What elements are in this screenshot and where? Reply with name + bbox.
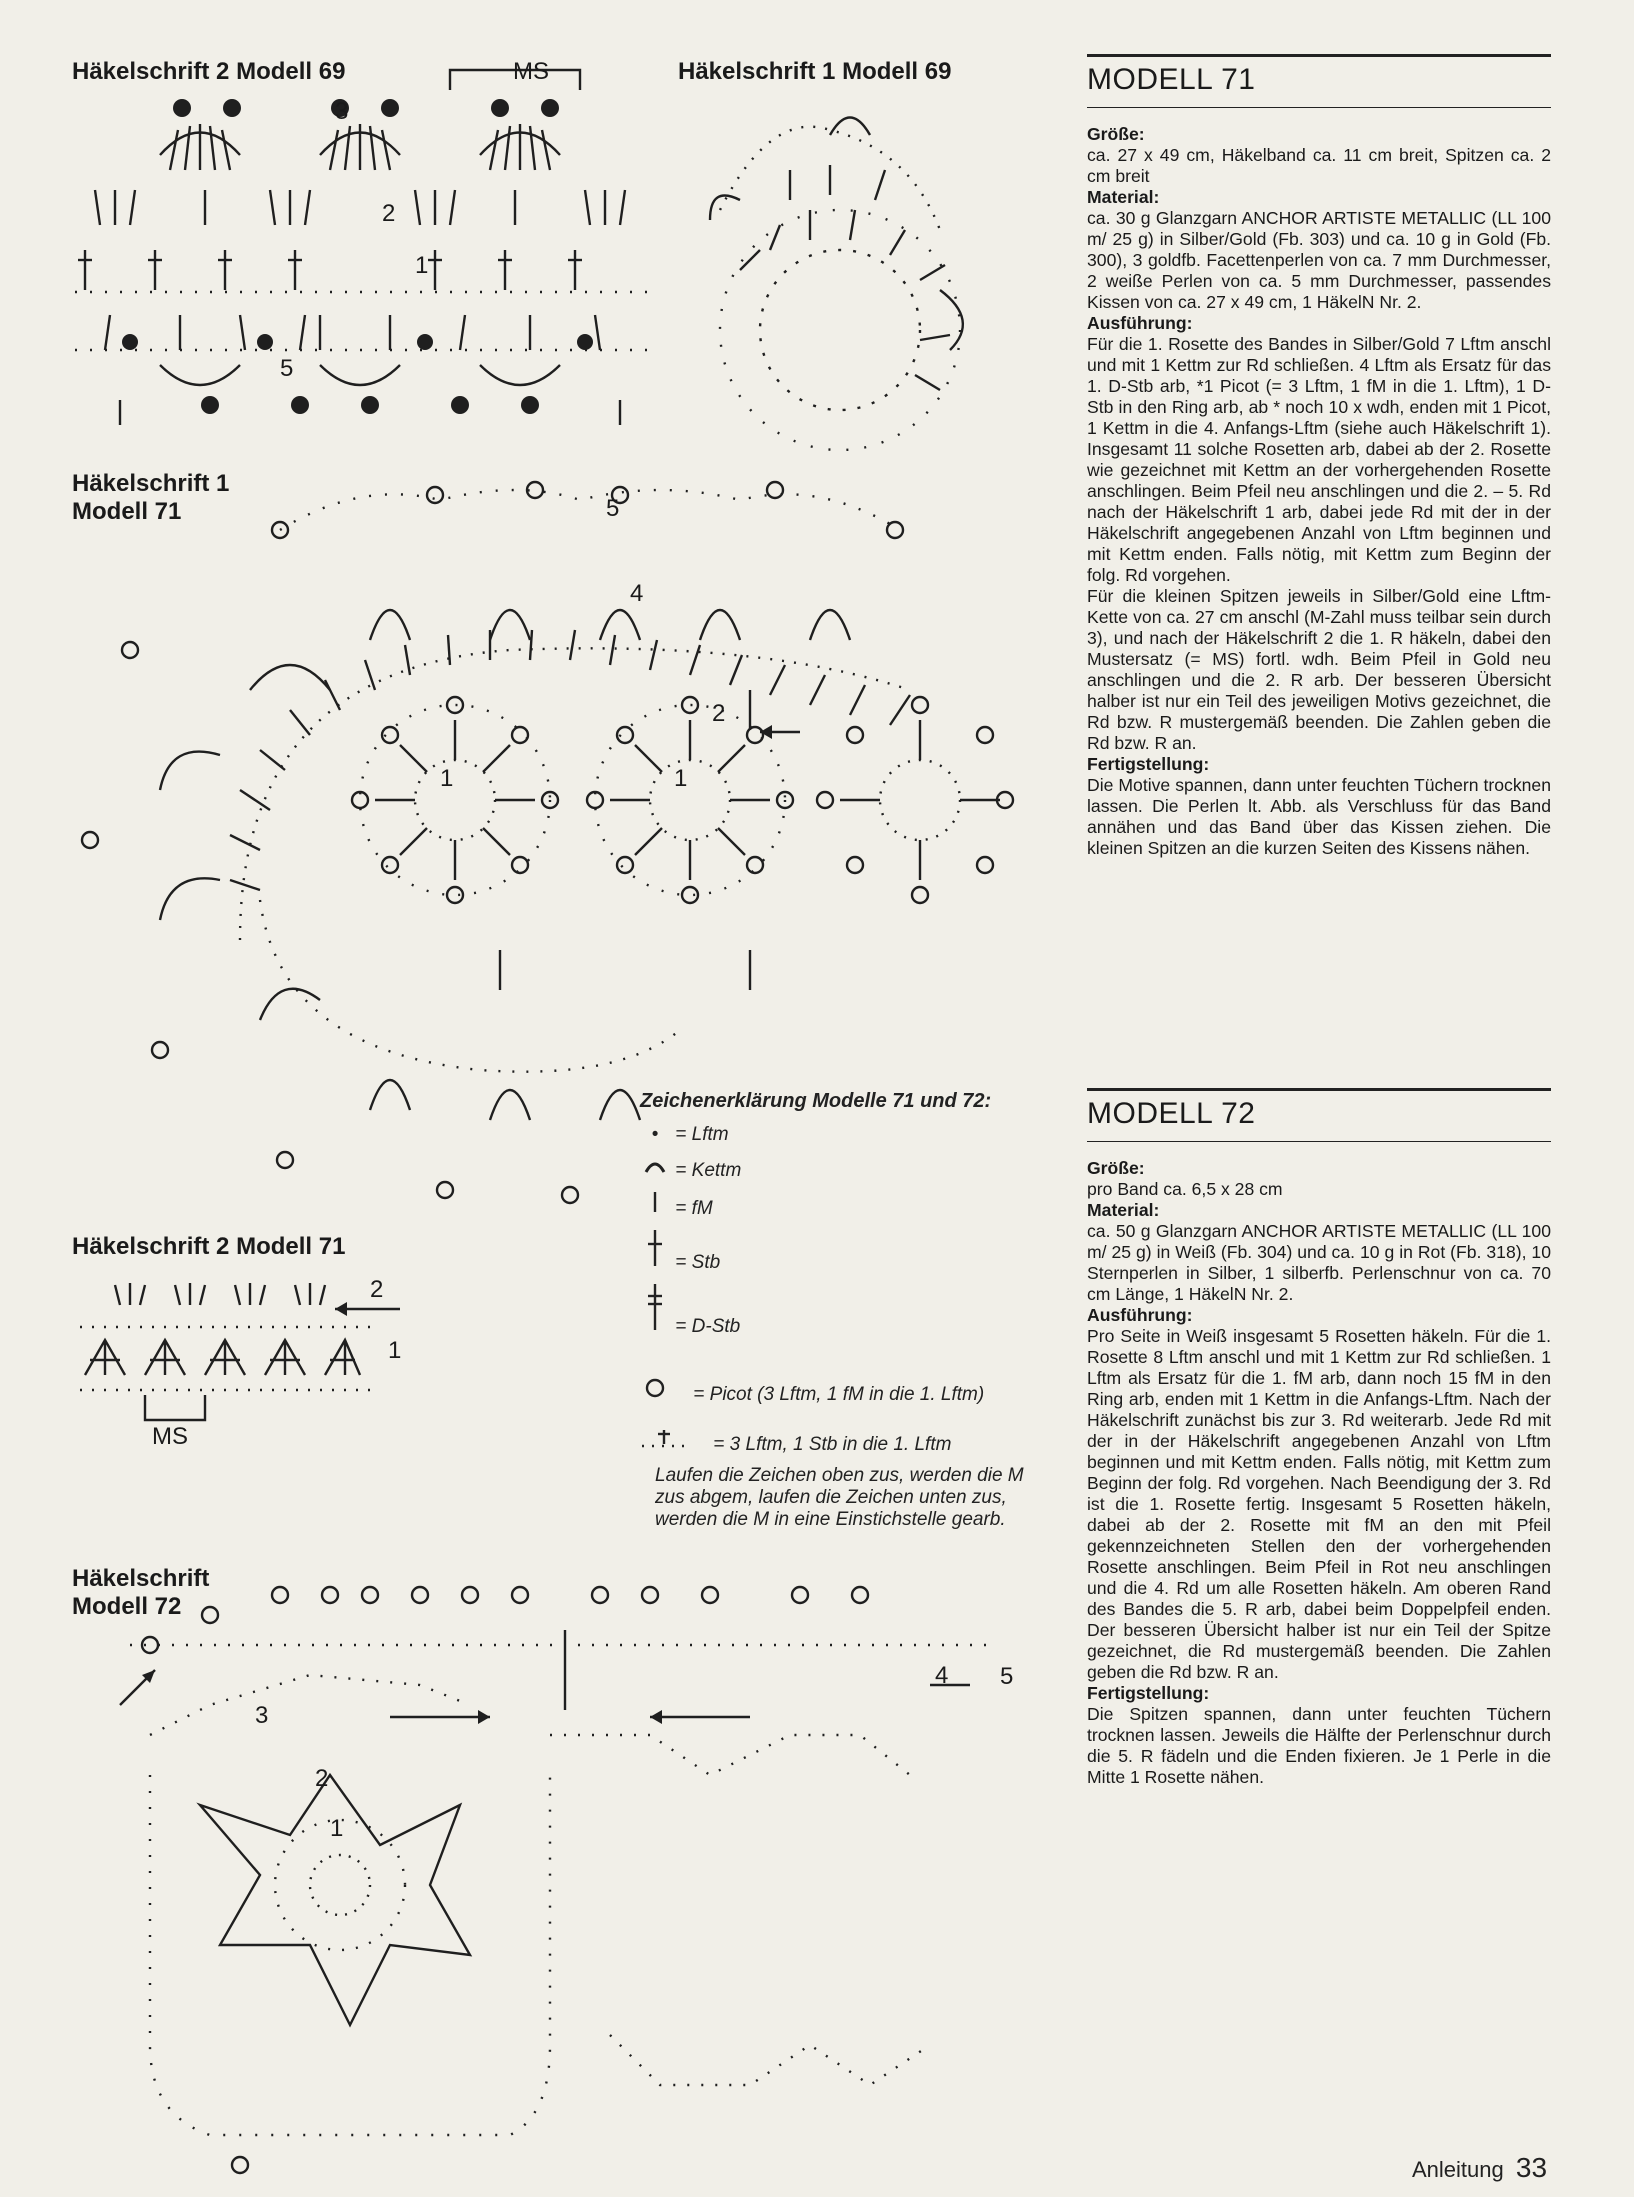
legend-heading: Zeichenerklärung Modelle 71 und 72:: [640, 1090, 992, 1112]
stitch-ring: [740, 165, 950, 390]
row-number: 5: [280, 355, 294, 382]
bead: [521, 396, 539, 414]
modell-71-title: MODELL 71: [1087, 63, 1256, 96]
title-m69-schrift2: Häkelschrift 2 Modell 69: [72, 58, 346, 85]
arrow-icon: [650, 1710, 662, 1724]
title-m72-b: Modell 72: [72, 1593, 182, 1620]
picot-icon: [447, 697, 463, 713]
crochet-chart-m71-2: [70, 1265, 410, 1445]
round-number: 5: [606, 495, 620, 522]
row-number: 2: [382, 200, 396, 227]
picot-icon: [682, 887, 698, 903]
star-shape: [200, 1775, 470, 2025]
rosette: [352, 697, 558, 903]
picot-icon: [437, 1182, 453, 1198]
scallop-row: [550, 1735, 910, 1775]
shell-arch: [830, 118, 870, 136]
row-number: 3: [335, 98, 349, 125]
crochet-chart-m69-1: [680, 90, 1020, 430]
round-number: 1: [674, 765, 688, 792]
row-2-stitches: [230, 630, 910, 890]
ausfuehrung-text: Für die 1. Rosette des Bandes in Silber/Gold 7 Lftm anschl und mit 1 Kettm zur Rd schließen. 4 Lftm als Ersatz für das 1. D-Stb arb, *1 Picot (= 3 Lftm, 1 fM in die 1. Lftm), 1 D-Stb in den Ring arb, ab * noch 10 x wdh, enden mit 1 Picot, 1 Kettm in die 4. Anfangs-Lftm (siehe auch Häkelschrift 1). Insgesamt 11 solche Rosetten arb, dabei ab der 2. Rosette wie gezeichnet mit Kettm an der vorhergehenden Rosette anschlingen. Beim Pfeil neu anschlingen und die 2. – 5. Rd nach der Häkelschrift 1 arb, dabei jede Rd mit der in der Häkelschrift angegebenen Anzahl von Lftm beginnen und mit Kettm enden. Falls nötig, mit Kettm zum Beginn der folg. Rd vorgehen.: [1087, 334, 1551, 585]
round-number: 1: [440, 765, 454, 792]
bead: [291, 396, 309, 414]
shell-arch: [260, 989, 320, 1020]
modell-72-title: MODELL 72: [1087, 1097, 1256, 1130]
round-number: 4: [630, 580, 644, 607]
ring-stitches: [310, 1855, 370, 1915]
legend-three-text: = 3 Lftm, 1 Stb in die 1. Lftm: [713, 1434, 952, 1455]
section-rule: [1087, 54, 1551, 57]
legend-stb: [640, 1228, 720, 1274]
modell-72-section: [1087, 1088, 1551, 1788]
picot-icon: [747, 857, 763, 873]
material-text: ca. 30 g Glanzgarn ANCHOR ARTISTE METALLIC (LL 100 m/ 25 g) in Silber/Gold (Fb. 303) und ca. 10 g in Gold (Fb. 300), 3 goldfb. Facettenperlen von ca. 7 mm Durchmesser, 2 weiße Perlen von ca. 5 mm Durchmesser, passendes Kissen von ca. 27 x 49 cm, 1 HäkelN Nr. 2.: [1087, 208, 1551, 312]
shell-arch: [320, 365, 400, 385]
ausfuehrung-text: Pro Seite in Weiß insgesamt 5 Rosetten häkeln. Für die 1. Rosette 8 Lftm anschl und mit 1 Kettm zur Rd schließen. 1 Lftm als Ersatz für die 1. fM arb, dann noch 15 fM in den Ring arb, enden mit 1 Kettm in die Anfangs-Lftm. Nach der Häkelschrift zunächst bis zur 3. Rd weiterarb. Jede Rd mit der in der Häkelschrift angegebenen Anzahl von Lftm beginnen und mit Kettm enden. Falls nötig, mit Kettm zum Beginn der folg. Rd vorgehen. Nach Beendigung der 3. Rd ist die 1. Rosette fertig. Insgesamt 5 Rosetten häkeln, dabei ab der 2. Rosette mit fM an den mit Pfeil gekennzeichneten Stellen den der vorhergehenden Rosette anschlingen. Beim Pfeil in Rot neu anschlingen und die 4. Rd um alle Rosetten häkeln. Am oberen Rand des Bandes die 5. R arb, dabei beim Doppelpfeil enden. Der besseren Übersicht halber ist nur ein Teil der Spitze gezeichnet, die Rd mustergemäß beenden. Die Zahlen geben die Rd bzw. R an.: [1087, 1326, 1551, 1682]
shell-arch: [370, 610, 410, 640]
shell-arch: [370, 1080, 410, 1110]
groesse-text: ca. 27 x 49 cm, Häkelband ca. 11 cm breit, Spitzen ca. 2 cm breit: [1087, 145, 1551, 186]
round-number: 1: [330, 1815, 344, 1842]
groesse-label: Größe:: [1087, 124, 1145, 144]
shell-arch: [160, 878, 220, 920]
picot-icon: [767, 482, 783, 498]
round-number: 4: [935, 1662, 949, 1689]
row-number: 1: [388, 1337, 402, 1364]
rosette-frame: [150, 1775, 550, 2135]
picot-icon: [617, 857, 633, 873]
legend-lftm: [640, 1124, 729, 1146]
shell-arch: [250, 665, 330, 690]
title-m71-schrift2: Häkelschrift 2 Modell 71: [72, 1233, 346, 1260]
picot-icon: [512, 727, 528, 743]
chain-dot-icon: •: [651, 1124, 659, 1145]
legend-fm: [640, 1188, 713, 1220]
legend-kettm: [640, 1156, 741, 1182]
picot-icon: [912, 697, 928, 713]
picot-icon: [352, 792, 368, 808]
bead: [451, 396, 469, 414]
picot-icon: [427, 487, 443, 503]
legend-fm-text: = fM: [675, 1198, 713, 1219]
picot-icon: [887, 522, 903, 538]
slip-stitch-icon: [640, 1156, 670, 1176]
picot-icon: [152, 1042, 168, 1058]
row-1-stitches: [78, 250, 582, 290]
shell-arch: [600, 610, 640, 640]
ausfuehrung-label: Ausführung:: [1087, 313, 1193, 333]
legend-picot: [640, 1376, 984, 1406]
chain-row: [150, 1675, 470, 1735]
shell-arch: [490, 610, 530, 640]
fertigstellung-text: Die Motive spannen, dann unter feuchten Tüchern trocknen lassen. Die Perlen lt. Abb. als Verschluss für das Band annähen und das Band über das Kissen ziehen. Die kleinen Spitzen an die kurzen Seiten des Kissens nähen.: [1087, 775, 1551, 858]
ms-label: MS: [513, 58, 549, 85]
shell-stitches: [170, 124, 550, 170]
picot-icon: [382, 857, 398, 873]
shell-arch: [810, 610, 850, 640]
picot-icon: [587, 792, 603, 808]
legend-picot-text: = Picot (3 Lftm, 1 fM in die 1. Lftm): [693, 1384, 985, 1405]
ring-stitches: [720, 210, 960, 450]
row-2-stitches: [95, 190, 625, 225]
arrow-icon: [478, 1710, 490, 1724]
picot-icon: [562, 1187, 578, 1203]
shell-arch: [160, 752, 220, 790]
section-rule: [1087, 107, 1551, 108]
outer-scallop: [280, 490, 900, 530]
picot-icon: [847, 727, 863, 743]
picot-icon: [847, 857, 863, 873]
stitch-fan-row: [240, 648, 910, 940]
chain-treble-icon: [640, 1426, 690, 1450]
row-1-stitches: [85, 1340, 360, 1375]
picot-icon: [512, 857, 528, 873]
shell-arch: [490, 1090, 530, 1120]
shell-arch: [480, 365, 560, 385]
bead: [257, 334, 273, 350]
bead: [577, 334, 593, 350]
title-m72-a: Häkelschrift: [72, 1565, 210, 1592]
picot-icon: [122, 642, 138, 658]
legend-note: Laufen die Zeichen oben zus, werden die M zus abgem, laufen die Zeichen unten zus, werden die M in eine Einstichstelle gearb.: [655, 1465, 1024, 1530]
bead: [381, 99, 399, 117]
row-2-fans: [115, 1283, 325, 1305]
round-number: 3: [255, 1702, 269, 1729]
picot-icon: [817, 792, 833, 808]
title-m71-schrift1-a: Häkelschrift 1: [72, 470, 230, 497]
modell-71-section: [1087, 54, 1551, 859]
section-rule: [1087, 1088, 1551, 1091]
legend-lftm-text: = Lftm: [675, 1124, 729, 1145]
shell-arch: [600, 1090, 640, 1120]
title-m69-schrift1: Häkelschrift 1 Modell 69: [678, 58, 952, 85]
bead: [541, 99, 559, 117]
shell-arch: [160, 365, 240, 385]
picot-icon: [82, 832, 98, 848]
bead: [173, 99, 191, 117]
crochet-chart-m69-2: [60, 60, 660, 440]
symbol-legend: [640, 1090, 1060, 1530]
picot-icon: [977, 727, 993, 743]
picot-icon: [682, 697, 698, 713]
double-treble-icon: [640, 1282, 670, 1332]
row-number: 2: [370, 1276, 384, 1303]
ausfuehrung-label: Ausführung:: [1087, 1305, 1193, 1325]
fertigstellung-text: Die Spitzen spannen, dann unter feuchten Tüchern trocknen lassen. Jeweils die Hälfte der Perlenschnur durch die 5. R fädeln und die Enden fixieren. Je 1 Perle in die Mitte 1 Rosette nähen.: [1087, 1704, 1551, 1787]
picot-icon: [640, 1376, 670, 1400]
picot-icon: [277, 1152, 293, 1168]
ms-bracket: [145, 1395, 205, 1420]
legend-stb-text: = Stb: [675, 1252, 721, 1273]
bead: [223, 99, 241, 117]
page-number: 33: [1515, 2152, 1548, 2183]
legend-three: [640, 1426, 951, 1456]
rosette: [817, 697, 1013, 903]
rosette: [587, 697, 793, 903]
fertigstellung-label: Fertigstellung:: [1087, 1683, 1210, 1703]
inner-chain: [260, 900, 680, 1072]
bead: [201, 396, 219, 414]
picot-icon: [977, 857, 993, 873]
section-rule: [1087, 1141, 1551, 1142]
scallop-row: [610, 2035, 930, 2085]
arrow-icon: [335, 1302, 347, 1316]
round-number: 2: [315, 1765, 329, 1792]
page-footer: [1412, 2152, 1547, 2184]
picot-icon: [912, 887, 928, 903]
material-label: Material:: [1087, 187, 1160, 207]
material-text: ca. 50 g Glanzgarn ANCHOR ARTISTE METALLIC (LL 100 m/ 25 g) in Weiß (Fb. 304) und ca. 10 g in Rot (Fb. 318), 10 Sternperlen in Silber, 1 silberfb. Perlenschnur von ca. 70 cm Länge, 1 HäkelN Nr. 2.: [1087, 1221, 1551, 1304]
lower-stitches: [105, 315, 600, 350]
bead: [491, 99, 509, 117]
bead: [361, 396, 379, 414]
fertigstellung-label: Fertigstellung:: [1087, 754, 1210, 774]
legend-kettm-text: = Kettm: [675, 1160, 742, 1181]
round-number: 5: [1000, 1663, 1014, 1690]
bead: [417, 334, 433, 350]
ms-label: MS: [152, 1423, 188, 1450]
footer-section: Anleitung: [1412, 2157, 1504, 2182]
groesse-text: pro Band ca. 6,5 x 28 cm: [1087, 1179, 1283, 1199]
ring-stitches: [760, 250, 920, 410]
bead: [122, 334, 138, 350]
shell-arch: [700, 610, 740, 640]
single-crochet-icon: [640, 1188, 670, 1214]
treble-icon: [640, 1228, 670, 1268]
spitzen-text: Für die kleinen Spitzen jeweils in Silber/Gold eine Lftm-Kette von ca. 27 cm anschl (M-Zahl muss teilbar sein durch 3), und nach der Häkelschrift 2 die 1. R häkeln, dabei den Mustersatz (= MS) fortl. wdh. Beim Pfeil in Gold neu anschlingen und die 2. R arb. Der besseren Übersicht halber ist nur ein Teil des jeweiligen Motivs gezeichnet, die Rd bzw. R mustergemäß beenden. Die Zahlen geben die Rd bzw. R an.: [1087, 586, 1551, 753]
groesse-label: Größe:: [1087, 1158, 1145, 1178]
legend-dstb-text: = D-Stb: [675, 1316, 741, 1337]
top-picot-row: [142, 1587, 868, 2173]
material-label: Material:: [1087, 1200, 1160, 1220]
title-m71-schrift1-b: Modell 71: [72, 498, 182, 525]
shell-arch: [710, 196, 740, 221]
round-number: 2: [712, 700, 726, 727]
crochet-chart-m72: [90, 1575, 1050, 2175]
shell-arch: [940, 290, 963, 350]
row-number: 1: [415, 252, 429, 279]
legend-dstb: [640, 1282, 740, 1338]
picot-icon: [447, 887, 463, 903]
